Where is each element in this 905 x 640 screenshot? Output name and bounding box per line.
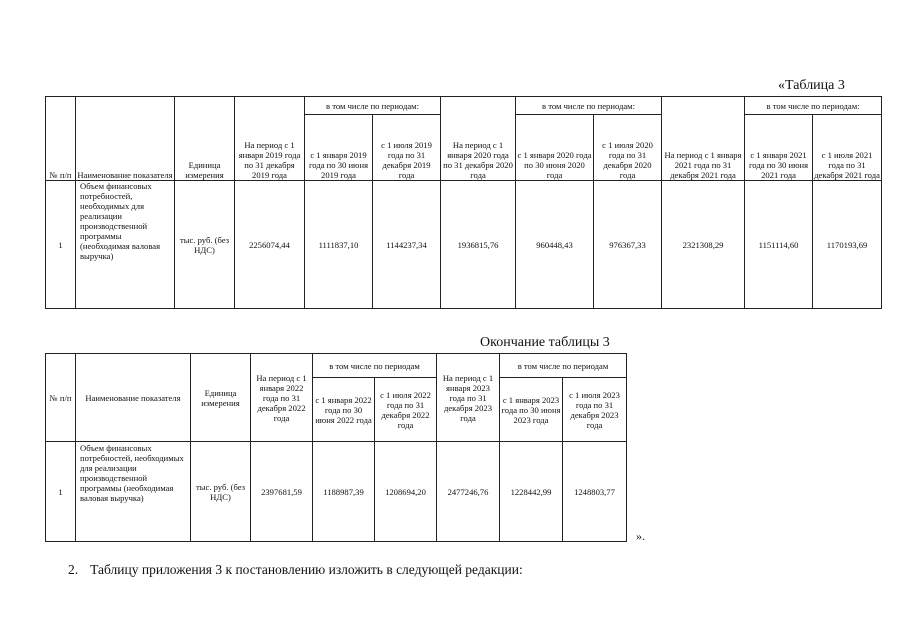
value-2023-h2: 1248803,77 <box>563 442 627 542</box>
table-row <box>46 181 882 309</box>
header-h1-2020: с 1 января 2020 года по 30 июня 2020 года <box>516 115 594 181</box>
header-subperiods-2022: в том числе по периодам <box>313 354 437 378</box>
value-2019: 2256074,44 <box>235 181 305 309</box>
header-h2-2021: с 1 июля 2021 года по 31 декабря 2021 года <box>813 115 882 181</box>
table-row <box>46 442 627 542</box>
header-subperiods-2023: в том числе по периодам <box>500 354 627 378</box>
header-period-2019: На период с 1 января 2019 года по 31 декабря 2019 года <box>235 97 305 181</box>
value-2022-h1: 1188987,39 <box>313 442 375 542</box>
value-2020-h2: 976367,33 <box>594 181 662 309</box>
header-name: Наименование показателя <box>76 97 175 181</box>
row-name: Объем финансовых потребностей, необходимых для реализации производственной программы (необходимая валовая выручка) <box>76 442 191 542</box>
row-unit: тыс. руб. (без НДС) <box>175 181 235 309</box>
table1 <box>45 96 882 309</box>
value-2023-h1: 1228442,99 <box>500 442 563 542</box>
header-period-2021: На период с 1 января 2021 года по 31 декабря 2021 года <box>662 97 745 181</box>
header-name: Наименование показателя <box>76 354 191 442</box>
header-subperiods-2020: в том числе по периодам: <box>516 97 662 115</box>
header-h2-2023: с 1 июля 2023 года по 31 декабря 2023 года <box>563 378 627 442</box>
table2 <box>45 353 627 542</box>
header-h2-2020: с 1 июля 2020 года по 31 декабря 2020 года <box>594 115 662 181</box>
list-item <box>68 562 523 578</box>
value-2023: 2477246,76 <box>437 442 500 542</box>
header-num: № п/п <box>46 354 76 442</box>
value-2019-h2: 1144237,34 <box>373 181 441 309</box>
header-h1-2021: с 1 января 2021 года по 30 июня 2021 года <box>745 115 813 181</box>
list-item-number: 2. <box>68 562 79 577</box>
row-unit: тыс. руб. (без НДС) <box>191 442 251 542</box>
value-2020: 1936815,76 <box>441 181 516 309</box>
value-2021: 2321308,29 <box>662 181 745 309</box>
closing-quote: ». <box>636 529 645 543</box>
header-unit: Единица измерения <box>191 354 251 442</box>
row-name: Объем финансовых потребностей, необходимых для реализации производственной программы (необходимая валовая выручка) <box>76 181 175 309</box>
header-period-2020: На период с 1 января 2020 года по 31 декабря 2020 года <box>441 97 516 181</box>
header-h2-2019: с 1 июля 2019 года по 31 декабря 2019 года <box>373 115 441 181</box>
header-subperiods-2021: в том числе по периодам: <box>745 97 882 115</box>
header-h2-2022: с 1 июля 2022 года по 31 декабря 2022 года <box>375 378 437 442</box>
header-h1-2019: с 1 января 2019 года по 30 июня 2019 года <box>305 115 373 181</box>
table2-caption: Окончание таблицы 3 <box>480 335 610 350</box>
value-2020-h1: 960448,43 <box>516 181 594 309</box>
header-h1-2022: с 1 января 2022 года по 30 июня 2022 года <box>313 378 375 442</box>
value-2021-h2: 1170193,69 <box>813 181 882 309</box>
table1-caption: «Таблица 3 <box>778 78 845 93</box>
value-2021-h1: 1151114,60 <box>745 181 813 309</box>
header-period-2023: На период с 1 января 2023 года по 31 декабря 2023 года <box>437 354 500 442</box>
row-num: 1 <box>46 181 76 309</box>
header-period-2022: На период с 1 января 2022 года по 31 декабря 2022 года <box>251 354 313 442</box>
value-2019-h1: 1111837,10 <box>305 181 373 309</box>
header-h1-2023: с 1 января 2023 года по 30 июня 2023 года <box>500 378 563 442</box>
header-unit: Единица измерения <box>175 97 235 181</box>
header-subperiods-2019: в том числе по периодам: <box>305 97 441 115</box>
header-num: № п/п <box>46 97 76 181</box>
value-2022: 2397681,59 <box>251 442 313 542</box>
row-num: 1 <box>46 442 76 542</box>
list-item-text: Таблицу приложения 3 к постановлению изложить в следующей редакции: <box>90 562 523 577</box>
value-2022-h2: 1208694,20 <box>375 442 437 542</box>
